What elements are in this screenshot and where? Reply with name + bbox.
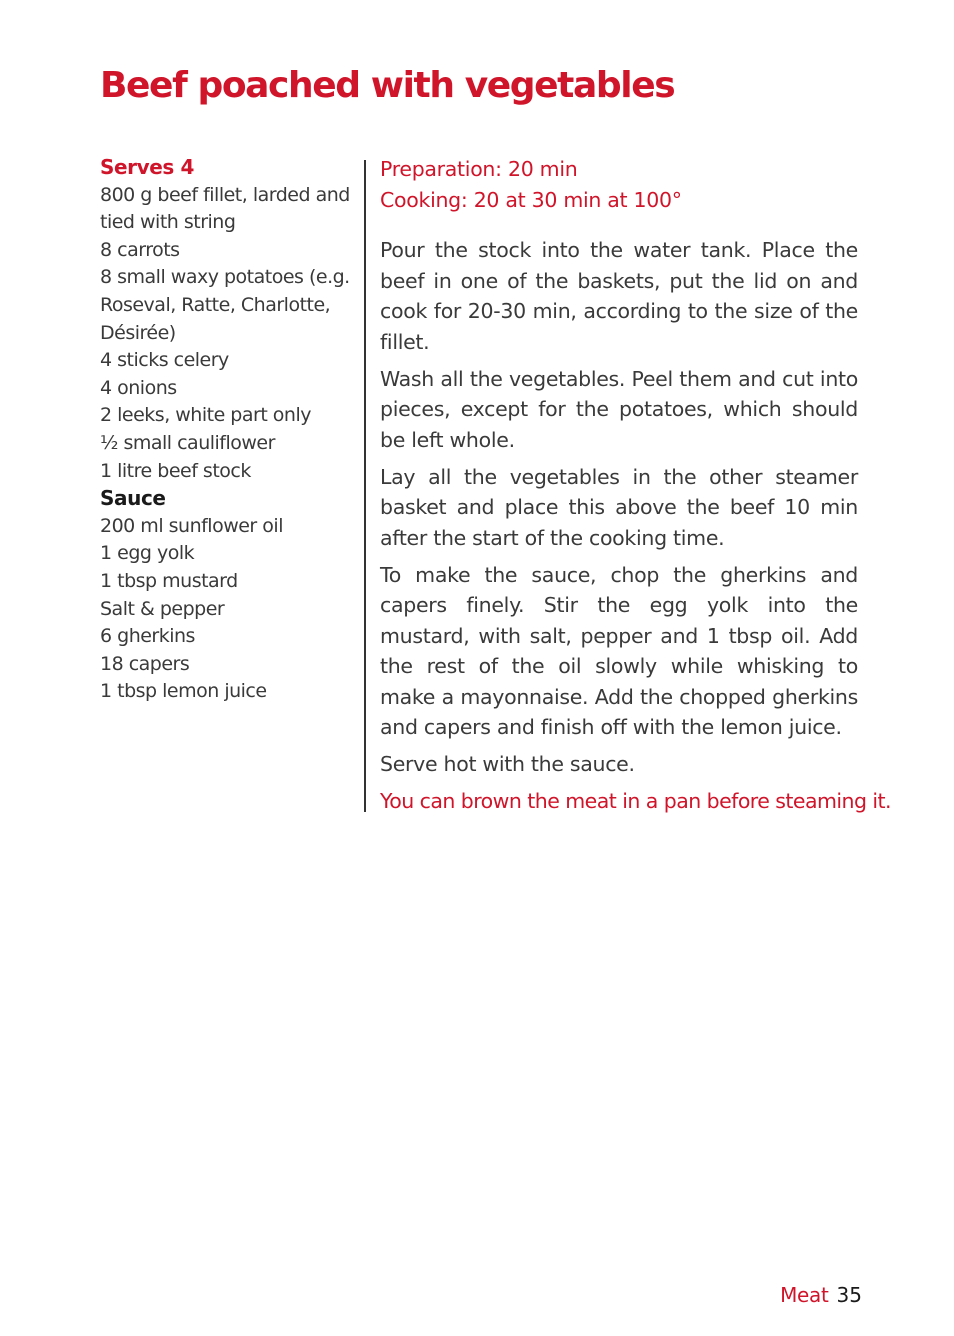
sauce-ingredient-item: 1 tbsp mustard (100, 569, 238, 592)
sauce-ingredient-item: 6 gherkins (100, 625, 195, 648)
recipe-tip: You can brown the meat in a pan before steaming it. (380, 789, 891, 813)
sauce-ingredient-item: 1 egg yolk (100, 542, 195, 565)
ingredient-item: Désirée) (100, 321, 176, 344)
ingredient-item: 800 g beef fillet, larded and (100, 183, 350, 206)
page-number: 35 (836, 1283, 862, 1307)
ingredient-item: Roseval, Ratte, Charlotte, (100, 293, 331, 316)
section-label: Meat (780, 1283, 829, 1307)
ingredient-item: 8 carrots (100, 238, 180, 261)
page-footer (780, 1281, 862, 1309)
method-column (380, 154, 891, 823)
sauce-ingredient-item: 1 tbsp lemon juice (100, 680, 267, 703)
ingredient-item: 4 sticks celery (100, 349, 229, 372)
ingredient-item: 8 small waxy potatoes (e.g. (100, 266, 350, 289)
timing-info (380, 154, 858, 215)
method-step: Pour the stock into the water tank. Place the beef in one of the baskets, put the lid on and cook for 20-30 min, according to the size of the fillet. (380, 238, 858, 354)
method-step: Lay all the vegetables in the other steamer basket and place this above the beef 10 min after the start of the cooking time. (380, 464, 858, 550)
recipe-title: Beef poached with vegetables (100, 65, 675, 106)
method-step: Serve hot with the sauce. (380, 752, 635, 776)
ingredient-item: 2 leeks, white part only (100, 404, 311, 427)
method-step: Wash all the vegetables. Peel them and cut into pieces, except for the potatoes, which should be left whole. (380, 366, 858, 452)
method-step: To make the sauce, chop the gherkins and capers finely. Stir the egg yolk into the mustard, with salt, pepper and 1 tbsp oil. Add the rest of the oil slowly while whisking to make a mayonnaise. Add the chopped gherkins and capers and finish off with the lemon juice. (380, 562, 858, 739)
sauce-ingredient-item: Salt & pepper (100, 597, 225, 620)
sauce-ingredient-list (100, 513, 350, 706)
column-divider (364, 160, 366, 812)
sauce-heading: Sauce (100, 486, 166, 511)
preparation-time: Preparation: 20 min (380, 157, 578, 181)
sauce-ingredient-item: 18 capers (100, 652, 190, 675)
ingredient-list (100, 182, 350, 486)
ingredient-item: 4 onions (100, 376, 177, 399)
ingredient-item: 1 litre beef stock (100, 459, 251, 482)
ingredient-item: ½ small cauliflower (100, 431, 275, 454)
ingredients-column (100, 154, 350, 706)
sauce-ingredient-item: 200 ml sunflower oil (100, 514, 283, 537)
ingredient-item: tied with string (100, 211, 236, 234)
serves-heading: Serves 4 (100, 155, 195, 179)
cooking-time: Cooking: 20 at 30 min at 100° (380, 187, 682, 212)
